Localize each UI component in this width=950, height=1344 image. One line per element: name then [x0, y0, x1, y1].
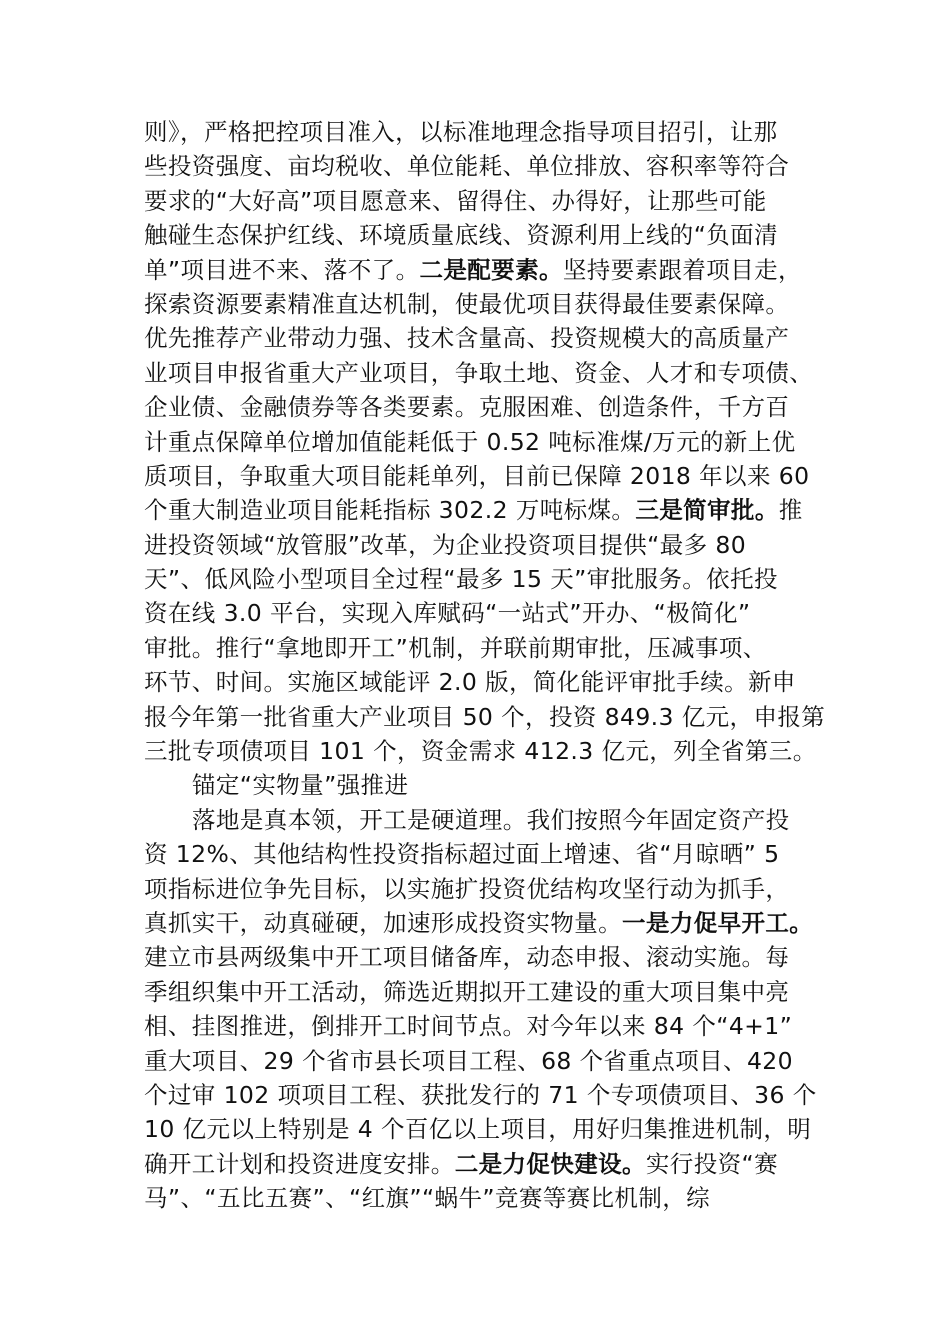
- text-line: [144, 596, 816, 630]
- text-segment: 马”、“五比五赛”、“红旗”“蜗牛”竞赛等赛比机制，综: [144, 1184, 711, 1213]
- text-line: [144, 872, 816, 906]
- text-segment: 个重大制造业项目能耗指标 302.2 万吨标煤。: [144, 496, 636, 525]
- text-segment: 则》，严格把控项目准入，以标准地理念指导项目招引，让那: [144, 118, 778, 146]
- text-line: [144, 1181, 816, 1215]
- text-line: [144, 390, 816, 424]
- text-segment: 触碰生态保护红线、环境质量底线、资源利用上线的“负面清: [144, 221, 778, 250]
- text-segment: 相、挂图推进，倒排开工时间节点。对今年以来 84 个“4+1”: [144, 1012, 793, 1041]
- text-segment: 优先推荐产业带动力强、技术含量高、投资规模大的高质量产: [144, 324, 790, 353]
- text-segment: 探索资源要素精准直达机制，使最优项目获得最佳要素保障。: [144, 289, 790, 318]
- text-line: [144, 321, 816, 355]
- text-segment: 重大项目、29 个省市县长项目工程、68 个省重点项目、420: [144, 1046, 793, 1075]
- text-segment: 要求的“大好高”项目愿意来、留得住、办得好，让那些可能: [144, 186, 767, 215]
- text-line: [144, 425, 816, 459]
- text-line: [144, 253, 816, 287]
- text-line: [144, 493, 816, 527]
- text-line: [144, 837, 816, 871]
- text-segment: 确开工计划和投资进度安排。: [144, 1149, 455, 1178]
- text-line: [144, 356, 816, 390]
- text-segment: 些投资强度、亩均税收、单位能耗、单位排放、容积率等符合: [144, 152, 790, 181]
- text-segment: 资 12%、其他结构性投资指标超过面上增速、省“月晾晒” 5: [144, 840, 780, 869]
- text-line: [144, 975, 816, 1009]
- text-line: [144, 459, 816, 493]
- text-line: [144, 184, 816, 218]
- text-line: [144, 1112, 816, 1146]
- text-line: [144, 1147, 816, 1181]
- text-line: [144, 631, 816, 665]
- text-segment: 项指标进位争先目标，以实施扩投资优结构攻坚行动为抓手，: [144, 874, 790, 903]
- text-segment: 季组织集中开工活动，筛选近期拟开工建设的重大项目集中亮: [144, 977, 790, 1006]
- text-segment: 质项目，争取重大项目能耗单列，目前已保障 2018 年以来 60: [144, 461, 810, 490]
- text-segment: 计重点保障单位增加值能耗低于 0.52 吨标准煤/万元的新上优: [144, 427, 796, 456]
- text-line: [144, 1078, 816, 1112]
- text-line: [144, 287, 816, 321]
- text-segment: 个过审 102 项项目工程、获批发行的 71 个专项债项目、36 个: [144, 1080, 817, 1109]
- text-segment: 业项目申报省重大产业项目，争取土地、资金、人才和专项债、: [144, 358, 814, 387]
- text-line: [144, 218, 816, 252]
- text-segment: 推: [778, 496, 803, 525]
- text-segment: 坚持要素跟着项目走，: [562, 255, 802, 284]
- bold-heading-phrase: 三是简审批。: [635, 496, 779, 525]
- text-segment: 10 亿元以上特别是 4 个百亿以上项目，用好归集推进机制，明: [144, 1115, 812, 1144]
- text-segment: 天”、低风险小型项目全过程“最多 15 天”审批服务。依托投: [144, 565, 778, 594]
- bold-heading-phrase: 一是力促早开工。: [622, 908, 814, 937]
- text-line: [144, 700, 826, 734]
- bold-heading-phrase: 二是配要素。: [419, 255, 563, 284]
- text-segment: 实行投资“赛: [645, 1149, 778, 1178]
- text-segment: 真抓实干，动真碰硬，加速形成投资实物量。: [144, 908, 622, 937]
- text-line: [144, 734, 816, 768]
- paragraph-start-line: [144, 803, 816, 837]
- text-line: [144, 1044, 816, 1078]
- text-segment: 环节、时间。实施区域能评 2.0 版，简化能评审批手续。新申: [144, 668, 796, 697]
- text-line: [144, 115, 816, 149]
- text-line: [144, 940, 816, 974]
- body-text: [144, 115, 826, 1216]
- text-segment: 单”项目进不来、落不了。: [144, 255, 420, 284]
- text-segment: 锚定“实物量”强推进: [192, 771, 409, 800]
- bold-heading-phrase: 二是力促快建设。: [454, 1149, 646, 1178]
- text-segment: 资在线 3.0 平台，实现入库赋码“一站式”开办、“极简化”: [144, 599, 751, 628]
- text-segment: 三批专项债项目 101 个，资金需求 412.3 亿元，列全省第三。: [144, 737, 817, 766]
- text-segment: 企业债、金融债券等各类要素。克服困难、创造条件，千方百: [144, 393, 790, 422]
- text-segment: 报今年第一批省重大产业项目 50 个，投资 849.3 亿元，申报第: [144, 702, 826, 731]
- text-line: [144, 528, 816, 562]
- text-segment: 建立市县两级集中开工项目储备库，动态申报、滚动实施。每: [144, 943, 790, 972]
- paragraph-start-line: [144, 768, 816, 802]
- text-segment: 审批。推行“拿地即开工”机制，并联前期审批，压减事项、: [144, 633, 767, 662]
- text-line: [144, 665, 816, 699]
- text-segment: 进投资领域“放管服”改革，为企业投资项目提供“最多 80: [144, 530, 747, 559]
- text-segment: 落地是真本领，开工是硬道理。我们按照今年固定资产投: [192, 805, 790, 834]
- text-line: [144, 562, 816, 596]
- text-line: [144, 1009, 816, 1043]
- text-line: [144, 149, 816, 183]
- text-line: [144, 906, 816, 940]
